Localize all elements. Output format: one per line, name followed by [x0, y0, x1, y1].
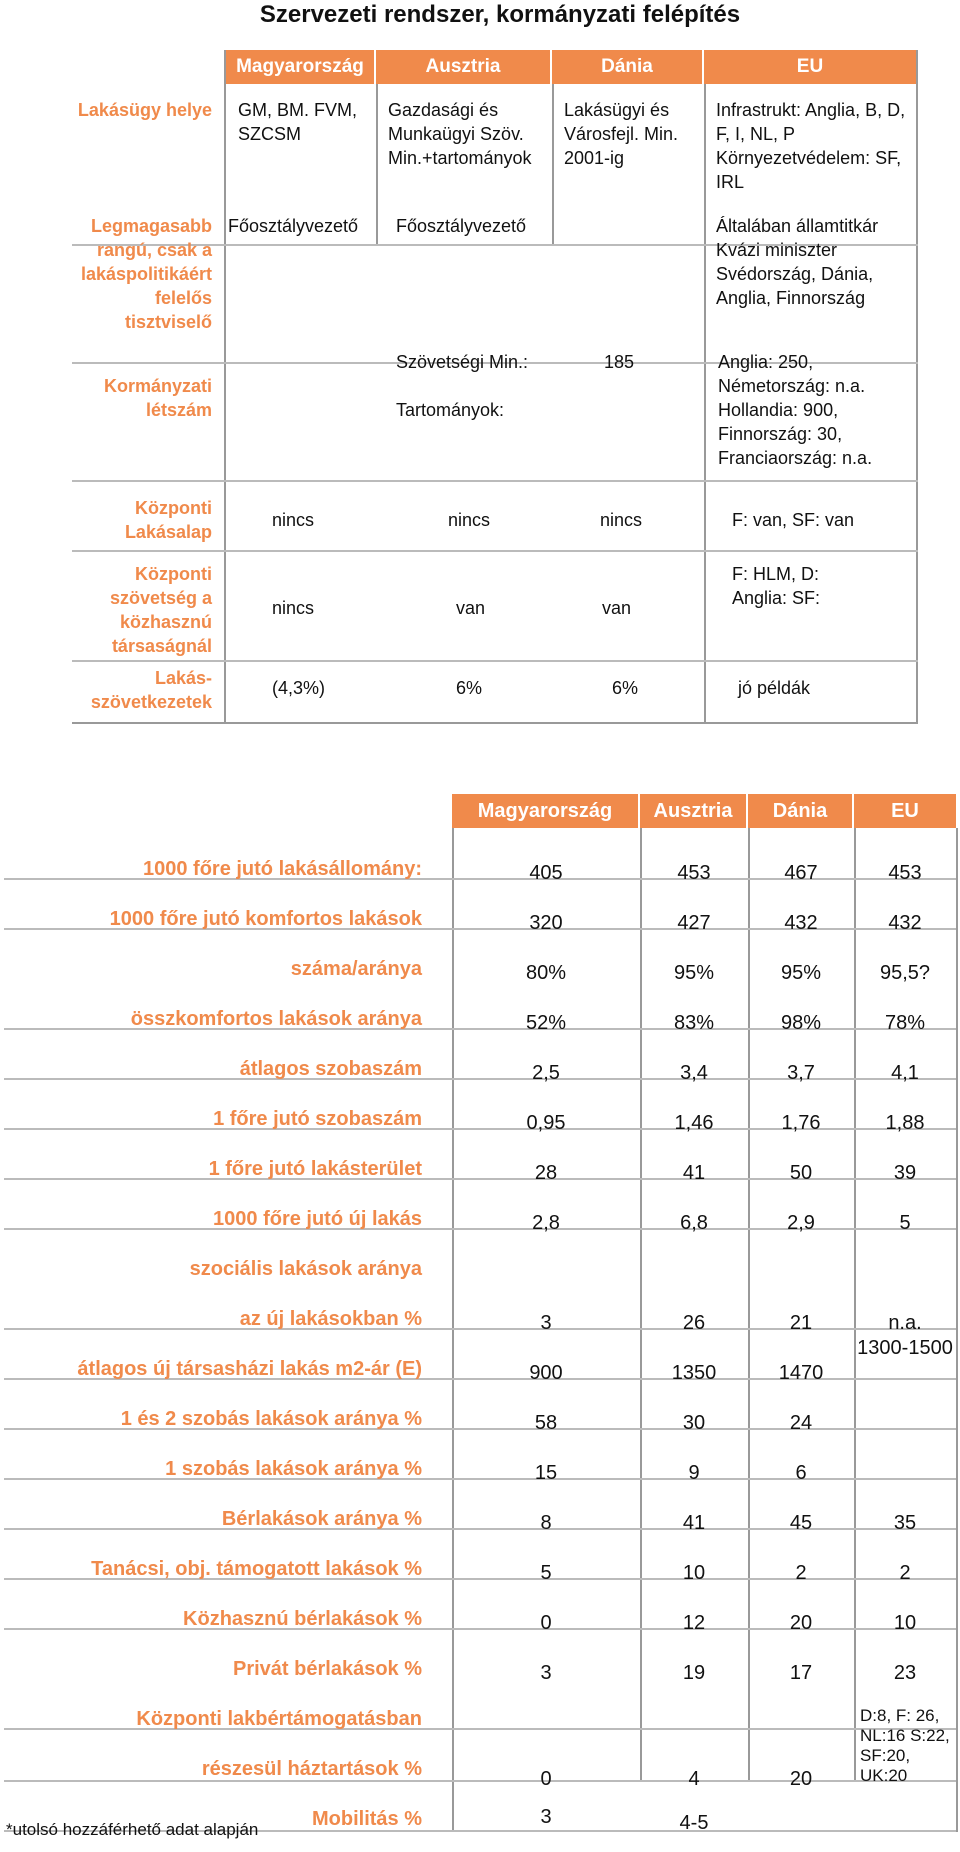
cell: F: van, SF: van	[732, 510, 855, 530]
value-cell: 2,9	[787, 1212, 815, 1234]
divider	[956, 828, 958, 1832]
row-label: 1000 főre jutó komfortos lakások	[109, 908, 422, 930]
cell: Tartományok:	[396, 400, 505, 420]
header-denmark: Dánia	[552, 50, 704, 84]
value-cell: 1,46	[674, 1112, 714, 1134]
cell: 6%	[612, 678, 639, 698]
value-cell: 4,1	[891, 1062, 919, 1084]
value-cell: 0	[540, 1612, 552, 1634]
value-cell: 8	[540, 1512, 552, 1534]
value-cell: 58	[534, 1412, 558, 1434]
value-cell: 10	[893, 1612, 917, 1634]
value-cell: 28	[534, 1162, 558, 1184]
row-label: Kormányzati létszám	[103, 376, 212, 420]
row-label: Központi Lakásalap	[124, 498, 212, 542]
cell: Főosztályvezető	[228, 216, 359, 236]
row-label: szociális lakások aránya	[189, 1258, 422, 1280]
value-cell: 453	[677, 862, 711, 884]
value-cell: 10	[682, 1562, 706, 1584]
value-cell: 50	[789, 1162, 813, 1184]
row-label: Központi szövetség a közhasznú társaságnál	[109, 564, 212, 656]
cell: van	[602, 598, 632, 618]
value-cell: 0,95	[526, 1112, 566, 1134]
value-cell: 900	[529, 1362, 563, 1384]
cell: Lakásügyi és Városfejl. Min. 2001-ig	[564, 100, 679, 168]
value-cell: 4-5	[679, 1812, 709, 1834]
value-cell: 1470	[778, 1362, 824, 1384]
value-cell: 45	[789, 1512, 813, 1534]
row-label: Bérlakások aránya %	[221, 1508, 422, 1530]
header-denmark: Dánia	[748, 794, 854, 828]
header-hungary: Magyarország	[226, 50, 376, 84]
row-label: összkomfortos lakások aránya	[130, 1008, 422, 1030]
cell: nincs	[272, 510, 315, 530]
divider	[916, 50, 918, 724]
value-cell: 432	[888, 912, 922, 934]
row-label: Tanácsi, obj. támogatott lakások %	[91, 1558, 422, 1580]
row-label: átlagos szobaszám	[239, 1058, 422, 1080]
row-label: átlagos új társasházi lakás m2-ár (E)	[77, 1358, 422, 1380]
value-cell: 78%	[884, 1012, 926, 1034]
value-cell: 24	[789, 1412, 813, 1434]
value-cell: 1300-1500	[857, 1337, 953, 1359]
row-divider	[72, 722, 918, 724]
value-cell: 1,88	[885, 1112, 925, 1134]
row-label: 1000 főre jutó új lakás	[213, 1208, 422, 1230]
row-label: Közhasznú bérlakások %	[183, 1608, 422, 1630]
row-label: 1 és 2 szobás lakások aránya %	[120, 1408, 422, 1430]
page-title: Szervezeti rendszer, kormányzati felépítés	[259, 1, 741, 28]
value-cell: 3	[540, 1662, 552, 1684]
header-eu: EU	[704, 50, 918, 84]
row-label: Privát bérlakások %	[233, 1658, 422, 1680]
value-cell: 80%	[525, 962, 567, 984]
value-cell: 432	[784, 912, 818, 934]
row-label: Legmagasabb rangú, csak a lakáspolitikáért felelős tisztviselő	[80, 216, 212, 332]
value-cell: 3	[540, 1806, 552, 1828]
value-cell: 4	[688, 1768, 700, 1790]
value-cell: 1350	[671, 1362, 717, 1384]
cell: Gazdasági és Munkaügyi Szöv. Min.+tartományok	[388, 100, 532, 168]
value-cell: 6	[795, 1462, 807, 1484]
header-austria: Ausztria	[640, 794, 748, 828]
row-label: részesül háztartások %	[201, 1758, 422, 1780]
value-cell: 26	[682, 1312, 706, 1334]
cell: 185	[604, 352, 635, 372]
value-cell: D:8, F: 26, NL:16 S:22, SF:20, UK:20	[860, 1706, 950, 1785]
value-cell: 320	[529, 912, 563, 934]
value-cell: 2,8	[532, 1212, 560, 1234]
header-eu: EU	[854, 794, 956, 828]
divider	[224, 50, 226, 724]
header-austria: Ausztria	[376, 50, 552, 84]
value-cell: 17	[789, 1662, 813, 1684]
cell: jó példák	[738, 678, 811, 698]
row-label: 1 főre jutó szobaszám	[213, 1108, 422, 1130]
value-cell: 0	[540, 1768, 552, 1790]
row-label: Központi lakbértámogatásban	[136, 1708, 422, 1730]
value-cell: 6,8	[680, 1212, 708, 1234]
row-divider	[72, 480, 918, 482]
value-cell: 12	[682, 1612, 706, 1634]
cell: nincs	[272, 598, 315, 618]
value-cell: 2	[795, 1562, 807, 1584]
value-cell: 20	[789, 1612, 813, 1634]
value-cell: 39	[893, 1162, 917, 1184]
value-cell: 83%	[673, 1012, 715, 1034]
value-cell: 453	[888, 862, 922, 884]
cell: GM, BM. FVM, SZCSM	[238, 100, 357, 144]
row-divider	[72, 550, 918, 552]
value-cell: 23	[893, 1662, 917, 1684]
row-divider	[72, 660, 918, 662]
value-cell: 3,4	[680, 1062, 708, 1084]
row-label: 1 szobás lakások aránya %	[165, 1458, 422, 1480]
row-label: 1000 főre jutó lakásállomány:	[142, 858, 422, 880]
row-label: Lakásügy helye	[77, 100, 212, 120]
header-hungary: Magyarország	[452, 794, 640, 828]
row-label: Lakás-szövetkezetek	[90, 668, 212, 712]
value-cell: 52%	[525, 1012, 567, 1034]
value-cell: 41	[682, 1512, 706, 1534]
value-cell: 3,7	[787, 1062, 815, 1084]
cell: nincs	[448, 510, 491, 530]
value-cell: 3	[540, 1312, 552, 1334]
footnote: *utolsó hozzáférhető adat alapján	[6, 1820, 259, 1839]
row-label: az új lakásokban %	[239, 1308, 422, 1330]
value-cell: 15	[534, 1462, 558, 1484]
value-cell: 95,5?	[879, 962, 931, 984]
cell: F: HLM, D: Anglia: SF:	[732, 564, 821, 608]
value-cell: 2,5	[532, 1062, 560, 1084]
cell: Főosztályvezető	[396, 216, 527, 236]
value-cell: 20	[789, 1768, 813, 1790]
cell: Általában államtitkár Kvázi miniszter Svédország, Dánia, Anglia, Finnország	[716, 216, 879, 308]
cell: Anglia: 250, Németország: n.a. Hollandia: 900, Finnország: 30, Franciaország: n.a.	[718, 352, 873, 468]
cell: van	[456, 598, 486, 618]
cell: 6%	[456, 678, 483, 698]
value-cell: 95%	[673, 962, 715, 984]
value-cell: 19	[682, 1662, 706, 1684]
value-cell: 98%	[780, 1012, 822, 1034]
value-cell: n.a.	[888, 1312, 922, 1334]
value-cell: 21	[789, 1312, 813, 1334]
cell: nincs	[600, 510, 643, 530]
cell: Infrastrukt: Anglia, B, D, F, I, NL, P Környezetvédelem: SF, IRL	[716, 100, 906, 192]
row-label: Mobilitás %	[311, 1808, 422, 1830]
row-label: száma/aránya	[290, 958, 422, 980]
value-cell: 5	[899, 1212, 911, 1234]
value-cell: 5	[540, 1562, 552, 1584]
value-cell: 1,76	[781, 1112, 821, 1134]
value-cell: 95%	[780, 962, 822, 984]
value-cell: 30	[682, 1412, 706, 1434]
value-cell: 9	[688, 1462, 700, 1484]
value-cell: 2	[899, 1562, 911, 1584]
value-cell: 35	[893, 1512, 917, 1534]
divider	[704, 84, 706, 724]
cell: Szövetségi Min.:	[396, 352, 529, 372]
value-cell: 405	[529, 862, 563, 884]
value-cell: 467	[784, 862, 818, 884]
cell: (4,3%)	[272, 678, 326, 698]
row-label: 1 főre jutó lakásterület	[208, 1158, 422, 1180]
value-cell: 427	[677, 912, 711, 934]
value-cell: 41	[682, 1162, 706, 1184]
